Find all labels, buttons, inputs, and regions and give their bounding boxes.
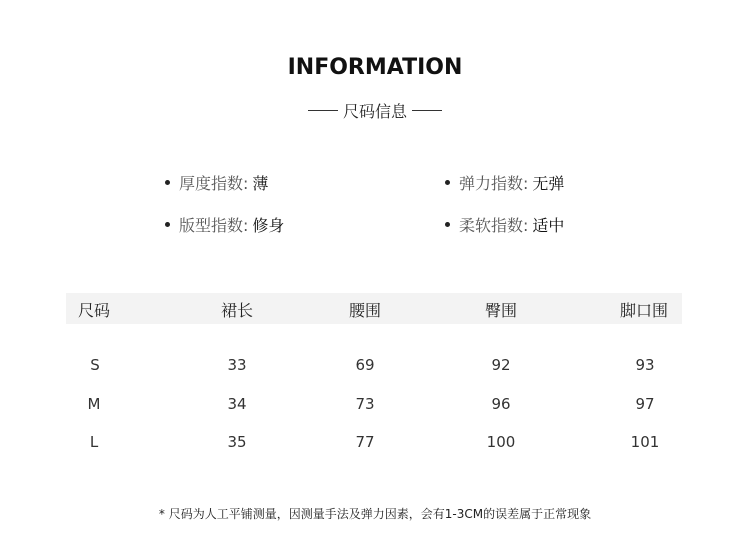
spec-value: 薄 xyxy=(252,174,269,193)
spec-value: 修身 xyxy=(252,216,285,235)
header-hip: 臀围 xyxy=(484,301,517,320)
header-length: 裙长 xyxy=(220,301,253,320)
left-rule xyxy=(308,110,338,111)
spec-label: 厚度指数: xyxy=(179,174,249,193)
cell-waist-m: 73 xyxy=(355,395,375,413)
cell-length-s: 33 xyxy=(227,356,247,374)
cell-length-m: 34 xyxy=(227,395,247,413)
cell-hip-m: 96 xyxy=(491,395,511,413)
cell-hem-s: 93 xyxy=(635,356,655,374)
spec-thickness xyxy=(165,171,268,194)
bullet-icon xyxy=(445,180,450,185)
cell-size-s: S xyxy=(90,356,100,374)
cell-size-m: M xyxy=(87,395,101,413)
cell-hip-l: 100 xyxy=(486,433,516,451)
header-hem: 脚口围 xyxy=(619,301,668,320)
spec-elasticity xyxy=(445,171,564,194)
section-subtitle xyxy=(0,99,750,122)
spec-value: 无弹 xyxy=(532,174,565,193)
page-title: INFORMATION xyxy=(287,55,463,80)
spec-list xyxy=(0,171,750,251)
bullet-icon xyxy=(445,222,450,227)
spec-value: 适中 xyxy=(532,216,565,235)
bullet-icon xyxy=(165,222,170,227)
header-waist: 腰围 xyxy=(348,301,381,320)
right-rule xyxy=(412,110,442,111)
cell-hip-s: 92 xyxy=(491,356,511,374)
cell-hem-m: 97 xyxy=(635,395,655,413)
cell-size-l: L xyxy=(89,433,99,451)
cell-hem-l: 101 xyxy=(630,433,660,451)
cell-length-l: 35 xyxy=(227,433,247,451)
header-size: 尺码 xyxy=(77,301,110,320)
subtitle-text: 尺码信息 xyxy=(342,102,407,121)
cell-waist-l: 77 xyxy=(355,433,375,451)
spec-fit xyxy=(165,213,284,236)
spec-label: 柔软指数: xyxy=(459,216,529,235)
bullet-icon xyxy=(165,180,170,185)
spec-label: 弹力指数: xyxy=(459,174,529,193)
measurement-note: * 尺码为人工平铺测量，因测量手法及弹力因素，会有1-3CM的误差属于正常现象 xyxy=(158,507,592,521)
spec-label: 版型指数: xyxy=(179,216,249,235)
size-table xyxy=(66,293,682,463)
spec-softness xyxy=(445,213,564,236)
cell-waist-s: 69 xyxy=(355,356,375,374)
